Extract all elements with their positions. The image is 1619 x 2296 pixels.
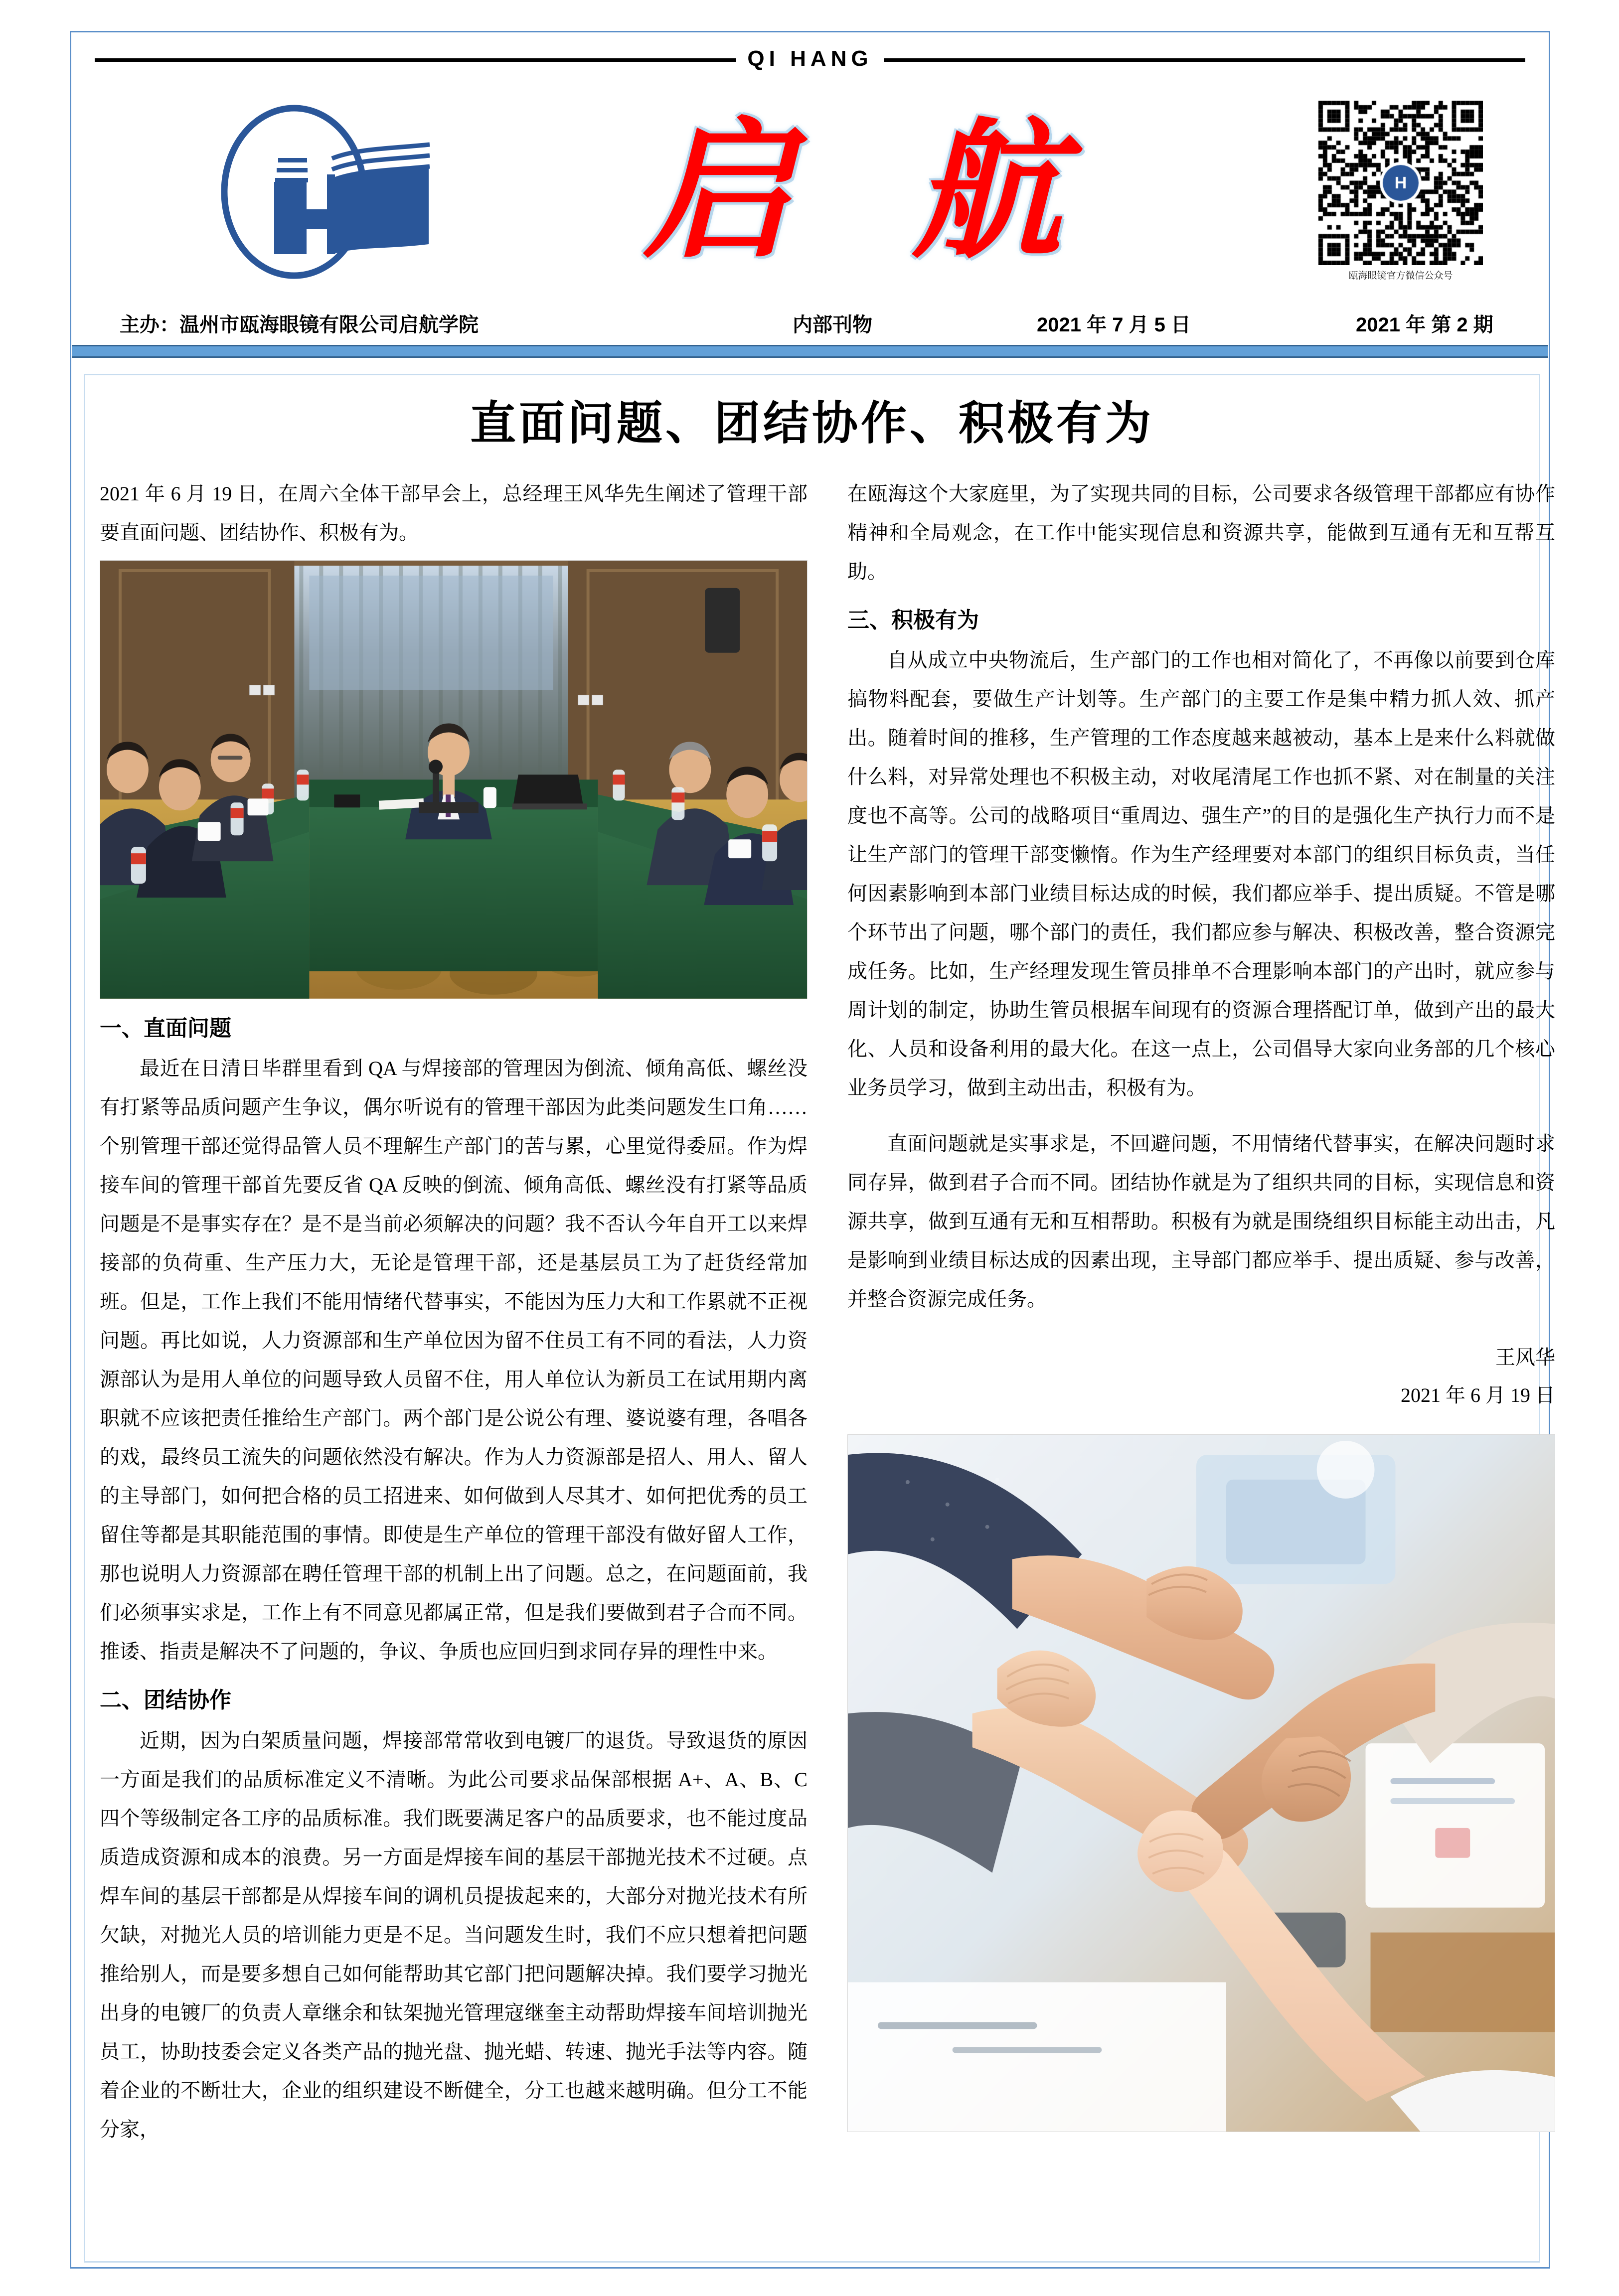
masthead-divider-bar xyxy=(72,345,1548,358)
qr-block xyxy=(1311,101,1490,282)
article-closing-paragraph: 直面问题就是实事求是，不回避问题，不用情绪代替事实，在解决问题时求同存异，做到君子合而不同。团结协作就是为了组织共同的目标，实现信息和资源共享，做到互通有无和互相帮助。积极有为就是围绕组织目标能主动出击，凡是影响到业绩目标达成的因素出现，主导部门都应举手、提出质疑、参与改善，并整合资源完成任务。 xyxy=(847,1132,1555,1311)
qr-code-icon[interactable] xyxy=(1318,101,1483,265)
section-heading-3: 三、积极有为 xyxy=(847,608,979,632)
masthead xyxy=(75,36,1545,325)
masthead-info-row xyxy=(75,309,1545,339)
rule-line-left xyxy=(95,58,736,62)
logo-h-book-icon xyxy=(204,95,434,294)
signature-name: 王风华 xyxy=(1495,1346,1555,1369)
masthead-rule xyxy=(95,46,1525,71)
brand-char-hang: 航 xyxy=(912,110,1062,276)
section-1-paragraph-1: 最近在日清日毕群里看到 QA 与焊接部的管理因为倒流、倾角高低、螺丝没有打紧等品质问题产生争议，偶尔听说有的管理干部因为此类问题发生口角……个别管理干部还觉得品管人员不理解生产部门的苦与累，心里觉得委屈。作为焊接车间的管理干部首先要反省 QA 反映的倒流、倾角高低、螺丝没有打紧等品质问题是不是事实存在？是不是当前必须解决的问题？我不否认今年自开工以来焊接部的负荷重、生产压力大，无论是管理干部，还是基层员工为了赶货经常加班。但是，工作上我们不能用情绪代替事实，不能因为压力大和工作累就不正视问题。再比如说，人力资源部和生产单位因为留不住员工有不同的看法，人力资源部认为是用人单位的问题导致人员留不住，用人单位认为新员工在试用期内离职就不应该把责任推给生产部门。两个部门是公说公有理、婆说婆有理，各唱各的戏，最终员工流失的问题依然没有解决。作为人力资源部是招人、用人、留人的主导部门，如何把合格的员工招进来、如何做到人尽其才、如何把优秀的员工留住等都是其职能范围的事情。即使是生产单位的管理干部没有做好留人工作，那也说明人力资源部在聘任管理干部的机制上出了问题。总之，在问题面前，我们必须事实求是，工作上有不同意见都属正常，但是我们要做到君子合而不同。推诿、指责是解决不了问题的，争议、争质也应回归到求同存异的理性中来。 xyxy=(100,1057,808,1663)
masthead-publication-type: 内部刊物 xyxy=(793,314,872,336)
section-heading-2: 二、团结协作 xyxy=(100,1688,231,1713)
section-2-paragraph-1: 近期，因为白架质量问题，焊接部常常收到电镀厂的退货。导致退货的原因一方面是我们的品质标准定义不清晰。为此公司要求品保部根据 A+、A、B、C 四个等级制定各工序的品质标准。我们既要满足客户的品质要求，也不能过度品质造成资源和成本的浪费。另一方面是焊接车间的基层干部抛光技术不过硬。点焊车间的基层干部都是从焊接车间的调机员提拔起来的，大部分对抛光技术有所欠缺，对抛光人员的培训能力更是不足。当问题发生时，我们不应只想着把问题推给别人，而是要多想自己如何能帮助其它部门把问题解决掉。我们要学习抛光出身的电镀厂的负责人章继余和钛架抛光管理寇继奎主动帮助焊接车间培训抛光员工，协助技委会定义各类产品的抛光盘、抛光蜡、转速、抛光手法等内容。随着企业的不断壮大，企业的组织建设不断健全，分工也越来越明确。但分工不能分家， xyxy=(100,1729,808,2141)
masthead-issue: 2021 年 第 2 期 xyxy=(1356,314,1493,336)
company-logo xyxy=(204,95,434,294)
photo-meeting xyxy=(100,560,808,999)
joined-hands-photo-icon xyxy=(848,1435,1555,2132)
masthead-host: 主办：温州市瓯海眼镜有限公司启航学院 xyxy=(120,314,479,336)
rule-line-right xyxy=(884,58,1525,62)
brand-title-chinese xyxy=(613,96,1092,290)
meeting-room-photo-icon xyxy=(100,561,807,999)
article-title: 直面问题、团结协作、积极有为 xyxy=(470,398,1154,449)
masthead-date: 2021 年 7 月 5 日 xyxy=(1037,314,1191,336)
photo-teamwork xyxy=(847,1434,1555,2132)
masthead-latin-title: QI HANG xyxy=(747,46,873,71)
article-lead: 2021 年 6 月 19 日，在周六全体干部早会上，总经理王风华先生阐述了管理干部要直面问题、团结协作、积极有为。 xyxy=(100,482,808,544)
brand-char-qi: 启 xyxy=(643,110,793,276)
signature-date: 2021 年 6 月 19 日 xyxy=(1401,1384,1555,1407)
article-column-left xyxy=(100,474,808,2149)
section-heading-1: 一、直面问题 xyxy=(100,1016,231,1041)
signature-block xyxy=(847,1339,1555,1414)
section-2-paragraph-2: 在瓯海这个大家庭里，为了实现共同的目标，公司要求各级管理干部都应有协作精神和全局观念，在工作中能实现信息和资源共享，能做到互通有无和互帮互助。 xyxy=(847,482,1555,583)
article-column-right xyxy=(847,474,1555,2141)
paragraph-gap xyxy=(847,1107,1555,1124)
qr-caption: 瓯海眼镜官方微信公众号 xyxy=(1348,271,1453,281)
section-3-paragraph-1: 自从成立中央物流后，生产部门的工作也相对简化了，不再像以前要到仓库搞物料配套，要做生产计划等。生产部门的主要工作是集中精力抓人效、抓产出。随着时间的推移，生产管理的工作态度越来越被动，基本上是来什么料就做什么料，对异常处理也不积极主动，对收尾清尾工作也抓不紧、对在制量的关注度也不高等。公司的战略项目“重周边、强生产”的目的是强化生产执行力而不是让生产部门的管理干部变懒惰。作为生产经理要对本部门的组织目标负责，当任何因素影响到本部门业绩目标达成的时候，我们都应举手、提出质疑。不管是哪个环节出了问题，哪个部门的责任，我们都应参与解决、积极改善，整合资源完成任务。比如，生产经理发现生管员排单不合理影响本部门的产出时，就应参与周计划的制定，协助生管员根据车间现有的资源合理搭配订单，做到产出的最大化、人员和设备利用的最大化。在这一点上，公司倡导大家向业务部的几个核心业务员学习，做到主动出击，积极有为。 xyxy=(847,649,1555,1099)
